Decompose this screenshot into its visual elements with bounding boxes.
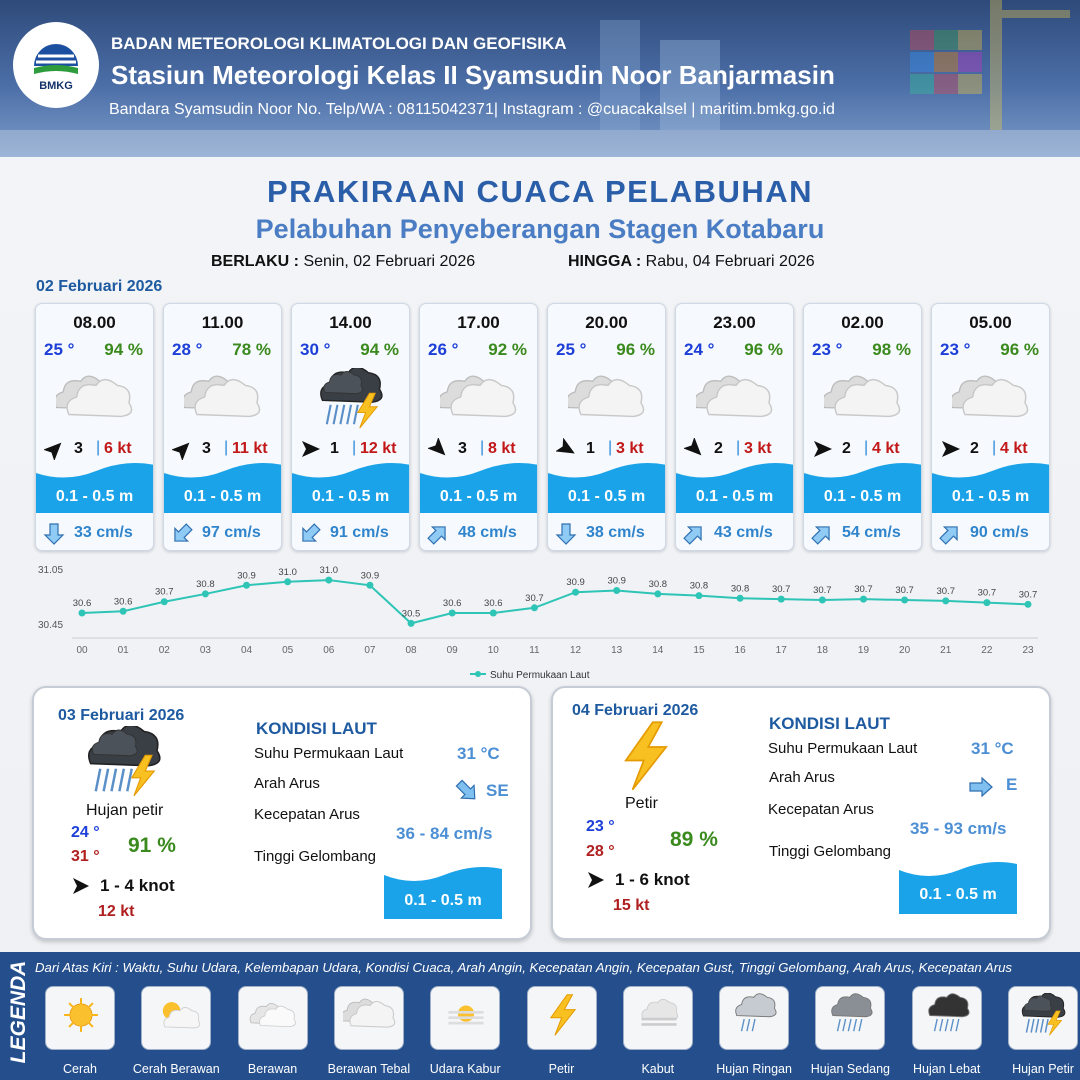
legend-light-rain-icon: [719, 986, 789, 1050]
forecast-card: [803, 303, 922, 551]
forecast-card: [419, 303, 538, 551]
card-humidity: 96 %: [616, 340, 655, 359]
card-wave-height: 0.1 - 0.5 m: [567, 488, 646, 505]
card-temperature: 24 °: [684, 340, 715, 359]
card-separator: |: [224, 439, 229, 456]
data-label: 30.7: [854, 584, 873, 596]
card-current-speed: 33 cm/s: [74, 524, 133, 541]
sst-series-line: [82, 580, 1028, 623]
data-point: [860, 596, 867, 603]
forecast-card: [163, 303, 282, 551]
x-tick-label: 02: [158, 645, 170, 656]
x-tick-label: 14: [652, 645, 664, 656]
thick-cloud-icon: [184, 368, 264, 430]
day3-current-speed: 35 - 93 cm/s: [910, 819, 1007, 838]
data-label: 30.9: [566, 577, 585, 589]
thick-cloud-icon: [568, 368, 648, 430]
card-humidity: 92 %: [488, 340, 527, 359]
legend-haze-icon: [430, 986, 500, 1050]
data-label: 30.7: [977, 587, 997, 599]
card-wave-height: 0.1 - 0.5 m: [695, 488, 774, 505]
card-current: [42, 522, 152, 546]
legend-thick-cloud-icon: [334, 986, 404, 1050]
legend-label: Cerah: [62, 1062, 98, 1076]
y-tick-label: 30.45: [38, 620, 64, 631]
wind-direction-icon: [300, 438, 322, 460]
thick-cloud-icon: [952, 368, 1032, 430]
data-label: 30.6: [72, 598, 92, 609]
card-separator: |: [96, 439, 101, 456]
card-humidity: 96 %: [1000, 340, 1039, 359]
day2-condition: Hujan petir: [86, 802, 164, 819]
card-wind-speed: 3: [202, 440, 211, 457]
data-label: 30.7: [1018, 589, 1038, 601]
x-tick-label: 11: [529, 645, 540, 656]
day3-wave-height: 0.1 - 0.5 m: [919, 886, 997, 903]
valid-to-value: Rabu, 04 Februari 2026: [645, 253, 815, 270]
data-point: [161, 598, 168, 605]
card-current-speed: 38 cm/s: [586, 524, 645, 541]
card-humidity: 96 %: [744, 340, 783, 359]
data-point: [654, 590, 661, 597]
card-wind: [940, 438, 1050, 460]
data-label: 30.8: [730, 583, 750, 595]
port-name: Pelabuhan Penyeberangan Stagen Kotabaru: [255, 214, 825, 244]
card-gust: 8 kt: [488, 440, 516, 457]
legend-label: Petir: [548, 1062, 575, 1076]
x-tick-label: 22: [981, 645, 993, 656]
day2-current-dir-label: Arah Arus: [254, 775, 320, 792]
card-gust: 11 kt: [232, 440, 268, 457]
legend-moderate-rain-icon: [815, 986, 885, 1050]
thick-cloud-icon: [824, 368, 904, 430]
forecast-card: [35, 303, 154, 551]
legend-label: Hujan Petir: [1012, 1062, 1074, 1076]
data-label: 30.6: [113, 596, 133, 608]
day3-humidity: 89 %: [670, 828, 718, 851]
valid-from: [211, 253, 475, 271]
legend-label: Hujan Sedang: [810, 1062, 890, 1076]
card-humidity: 78 %: [232, 340, 271, 359]
x-tick-label: 12: [570, 645, 582, 656]
card-separator: |: [608, 439, 613, 456]
legend-thunderstorm-icon: [1008, 986, 1078, 1050]
card-temperature: 23 °: [940, 340, 971, 359]
legend-heavy-rain-icon: [912, 986, 982, 1050]
thick-cloud-icon: [56, 368, 136, 430]
y-tick-label: 31.05: [38, 565, 64, 576]
valid-from-value: Senin, 02 Februari 2026: [303, 253, 476, 270]
data-label: 30.9: [360, 570, 380, 582]
card-separator: |: [992, 439, 997, 456]
data-label: 30.7: [525, 592, 544, 604]
x-tick-label: 00: [76, 645, 88, 656]
data-point: [983, 599, 990, 606]
x-tick-label: 19: [857, 645, 870, 656]
data-label: 30.6: [442, 598, 462, 609]
card-temperature: 26 °: [428, 340, 459, 359]
day2-forecast-box: [32, 686, 532, 940]
thunderstorm-icon: [312, 368, 392, 430]
card-wave-height: 0.1 - 0.5 m: [823, 488, 902, 505]
card-gust: 3 kt: [744, 440, 772, 457]
valid-to: [568, 253, 815, 271]
card-wind: [300, 438, 410, 460]
card-separator: |: [736, 439, 741, 456]
card-wind-speed: 1: [330, 440, 339, 457]
legend-sun-icon: [45, 986, 115, 1050]
card-wave-height: 0.1 - 0.5 m: [439, 488, 518, 505]
data-label: 30.8: [689, 580, 709, 592]
page-title: PRAKIRAAN CUACA PELABUHAN: [266, 174, 814, 209]
card-temperature: 25 °: [44, 340, 75, 359]
day3-temp-min: 23 °: [586, 818, 615, 835]
day3-sst: 31 °C: [971, 739, 1014, 758]
card-wind: [428, 438, 538, 460]
card-gust: 12 kt: [360, 440, 397, 457]
data-point: [901, 597, 908, 604]
day3-temp-max: 28 °: [586, 843, 615, 860]
card-gust: 4 kt: [872, 440, 900, 457]
legend-label: Cerah Berawan: [132, 1062, 220, 1076]
x-tick-label: 06: [323, 645, 335, 656]
card-wind-speed: 2: [970, 440, 979, 457]
card-temperature: 28 °: [172, 340, 203, 359]
card-wind-speed: 2: [842, 440, 851, 457]
card-wind: [172, 438, 282, 460]
data-point: [325, 577, 332, 584]
logo-text: BMKG: [39, 80, 73, 92]
day2-gust: 12 kt: [98, 903, 135, 920]
card-gust: 6 kt: [104, 440, 132, 457]
card-current-speed: 90 cm/s: [970, 524, 1029, 541]
x-tick-label: 09: [446, 645, 458, 656]
day2-humidity: 91 %: [128, 834, 176, 857]
wind-arrow-icon: [586, 870, 606, 890]
card-time: 17.00: [457, 313, 500, 332]
day3-wind-speed: 1 - 6 knot: [615, 870, 690, 889]
wind-direction-icon: [44, 438, 66, 460]
card-gust: 3 kt: [616, 440, 644, 457]
legend-label: Udara Kabur: [429, 1062, 501, 1076]
card-wind: [44, 438, 154, 460]
day2-sea-title: KONDISI LAUT: [256, 719, 377, 738]
legend-sun-cloud-icon: [141, 986, 211, 1050]
x-tick-label: 05: [282, 645, 294, 656]
data-point: [695, 592, 702, 599]
contact-info: Bandara Syamsudin Noor No. Telp/WA : 08115042371| Instagram : @cuacakalsel | maritim.bmkg.go.id: [109, 101, 835, 118]
card-humidity: 94 %: [360, 340, 399, 359]
card-wind: [556, 438, 666, 460]
legend-label: Hujan Ringan: [716, 1062, 792, 1076]
day3-date: 04 Februari 2026: [572, 702, 699, 719]
card-temperature: 23 °: [812, 340, 843, 359]
card-time: 11.00: [201, 313, 244, 332]
forecast-card: [291, 303, 410, 551]
data-point: [366, 582, 373, 589]
data-point: [819, 597, 826, 604]
x-tick-label: 16: [734, 645, 746, 656]
valid-from-label: BERLAKU :: [211, 253, 299, 270]
data-label: 30.8: [196, 578, 215, 590]
x-tick-label: 20: [899, 645, 911, 656]
day2-current-speed-label: Kecepatan Arus: [254, 806, 360, 823]
card-current: [810, 522, 920, 546]
data-label: 30.7: [771, 584, 791, 596]
wave-icon: [384, 863, 502, 919]
x-tick-label: 03: [199, 645, 211, 656]
data-label: 30.7: [155, 586, 174, 598]
day2-wave-label: Tinggi Gelombang: [254, 848, 377, 865]
data-point: [120, 608, 127, 615]
header-banner: [0, 0, 1080, 157]
x-tick-label: 13: [611, 645, 623, 656]
legend-swatch-dot: [475, 671, 481, 677]
x-tick-label: 04: [240, 645, 253, 656]
data-label: 30.7: [936, 585, 955, 597]
legend-label: Berawan Tebal: [327, 1062, 411, 1076]
card-time: 20.00: [585, 313, 628, 332]
card-time: 14.00: [329, 313, 372, 332]
legend-label: Kabut: [641, 1062, 675, 1076]
card-separator: |: [864, 439, 869, 456]
forecast-card: [547, 303, 666, 551]
card-current-speed: 54 cm/s: [842, 524, 901, 541]
card-current: [682, 522, 792, 546]
card-wind-speed: 3: [74, 440, 83, 457]
day2-current-dir: SE: [486, 781, 509, 800]
data-label: 30.7: [813, 585, 832, 596]
day2-current-speed: 36 - 84 cm/s: [396, 824, 493, 843]
valid-to-label: HINGGA :: [568, 253, 642, 270]
current-arrow-icon: [454, 778, 480, 804]
card-time: 23.00: [713, 313, 756, 332]
day3-sea-title: KONDISI LAUT: [769, 714, 890, 733]
data-label: 31.0: [319, 565, 339, 577]
card-wind-speed: 2: [714, 440, 723, 457]
card-current-speed: 97 cm/s: [202, 524, 261, 541]
card-current: [426, 522, 536, 546]
current-arrow-icon: [968, 774, 994, 800]
card-time: 02.00: [841, 313, 884, 332]
wind-direction-icon: [556, 438, 578, 460]
legend-label: Suhu Permukaan Laut: [490, 670, 590, 681]
card-separator: |: [480, 439, 485, 456]
day3-sst-label: Suhu Permukaan Laut: [768, 740, 918, 757]
station-name: Stasiun Meteorologi Kelas II Syamsudin Noor Banjarmasin: [111, 60, 835, 90]
agency-name: BADAN METEOROLOGI KLIMATOLOGI DAN GEOFISIKA: [111, 34, 567, 53]
data-point: [490, 610, 497, 617]
day3-forecast-box: [551, 686, 1051, 940]
data-point: [284, 578, 291, 585]
card-current-speed: 43 cm/s: [714, 524, 773, 541]
card-wave-height: 0.1 - 0.5 m: [951, 488, 1030, 505]
bmkg-logo: [13, 22, 99, 108]
data-label: 30.6: [484, 598, 503, 609]
x-tick-label: 21: [940, 645, 952, 656]
day2-date: 03 Februari 2026: [58, 707, 185, 724]
card-current: [170, 522, 280, 546]
data-point: [942, 597, 949, 604]
sst-chart: [30, 560, 1050, 690]
x-tick-label: 17: [775, 645, 787, 656]
data-point: [202, 590, 209, 597]
card-wind-speed: 1: [586, 440, 595, 457]
x-tick-label: 23: [1022, 645, 1034, 656]
data-point: [449, 610, 456, 617]
data-label: 30.5: [401, 608, 421, 620]
day1-date: 02 Februari 2026: [36, 278, 163, 295]
wind-arrow-icon: [71, 876, 91, 896]
data-point: [1025, 601, 1032, 608]
day2-sst-label: Suhu Permukaan Laut: [254, 745, 404, 762]
data-point: [613, 587, 620, 594]
legend-panel: [0, 952, 1080, 1080]
card-current: [554, 522, 664, 546]
thunderstorm-icon: [80, 726, 170, 796]
card-humidity: 94 %: [104, 340, 143, 359]
day3-wave-label: Tinggi Gelombang: [769, 843, 892, 860]
data-label: 30.9: [237, 570, 256, 582]
card-current: [938, 522, 1048, 546]
card-wind: [812, 438, 922, 460]
card-gust: 4 kt: [1000, 440, 1028, 457]
data-point: [531, 604, 538, 611]
card-current-speed: 91 cm/s: [330, 524, 389, 541]
wind-direction-icon: [684, 438, 706, 460]
data-label: 30.8: [648, 578, 668, 590]
x-tick-label: 08: [405, 645, 417, 656]
day3-current-speed-label: Kecepatan Arus: [768, 801, 874, 818]
wind-direction-icon: [172, 438, 194, 460]
data-label: 30.7: [895, 585, 914, 596]
legend-label: Berawan: [247, 1062, 298, 1076]
x-tick-label: 07: [364, 645, 376, 656]
data-point: [79, 610, 86, 617]
data-label: 31.0: [278, 566, 297, 578]
card-wave-height: 0.1 - 0.5 m: [311, 488, 390, 505]
day3-condition: Petir: [625, 795, 658, 812]
card-wave-height: 0.1 - 0.5 m: [183, 488, 262, 505]
card-time: 05.00: [969, 313, 1012, 332]
data-point: [572, 589, 579, 596]
legend-lightning-icon: [527, 986, 597, 1050]
x-tick-label: 10: [487, 645, 499, 656]
legend-description: Dari Atas Kiri : Waktu, Suhu Udara, Kelembapan Udara, Kondisi Cuaca, Arah Angin, Kecepatan Angin, Kecepatan Gust, Tinggi Gelombang, Arah Arus, Kecepatan Arus: [35, 960, 1013, 975]
legend-label: Hujan Lebat: [912, 1062, 981, 1076]
legend-title: LEGENDA: [7, 960, 30, 1064]
card-wind-speed: 3: [458, 440, 467, 457]
wind-direction-icon: [812, 438, 834, 460]
thick-cloud-icon: [440, 368, 520, 430]
data-point: [737, 595, 744, 602]
card-temperature: 25 °: [556, 340, 587, 359]
day3-gust: 15 kt: [613, 897, 650, 914]
data-label: 30.9: [607, 575, 626, 587]
data-point: [243, 582, 250, 589]
lightning-icon: [601, 720, 691, 794]
data-point: [778, 596, 785, 603]
legend-cloudy-icon: [238, 986, 308, 1050]
day3-current-dir-label: Arah Arus: [769, 769, 835, 786]
forecast-card: [931, 303, 1050, 551]
x-tick-label: 18: [816, 645, 828, 656]
card-humidity: 98 %: [872, 340, 911, 359]
day2-wave-height: 0.1 - 0.5 m: [404, 892, 482, 909]
day3-current-dir: E: [1006, 775, 1018, 794]
day2-sst: 31 °C: [457, 744, 500, 763]
bmkg-emblem-icon: [30, 38, 82, 78]
legend-fog-icon: [623, 986, 693, 1050]
data-point: [408, 620, 415, 627]
card-separator: |: [352, 439, 357, 456]
card-wave-height: 0.1 - 0.5 m: [55, 488, 134, 505]
x-tick-label: 01: [117, 645, 129, 656]
day2-temp-max: 31 °: [71, 848, 100, 865]
day2-wind-speed: 1 - 4 knot: [100, 876, 175, 895]
card-time: 08.00: [73, 313, 116, 332]
wind-direction-icon: [428, 438, 450, 460]
day2-temp-min: 24 °: [71, 824, 100, 841]
card-wind: [684, 438, 794, 460]
wind-direction-icon: [940, 438, 962, 460]
card-temperature: 30 °: [300, 340, 331, 359]
x-tick-label: 15: [693, 645, 705, 656]
card-current: [298, 522, 408, 546]
forecast-card: [675, 303, 794, 551]
thick-cloud-icon: [696, 368, 776, 430]
card-current-speed: 48 cm/s: [458, 524, 517, 541]
